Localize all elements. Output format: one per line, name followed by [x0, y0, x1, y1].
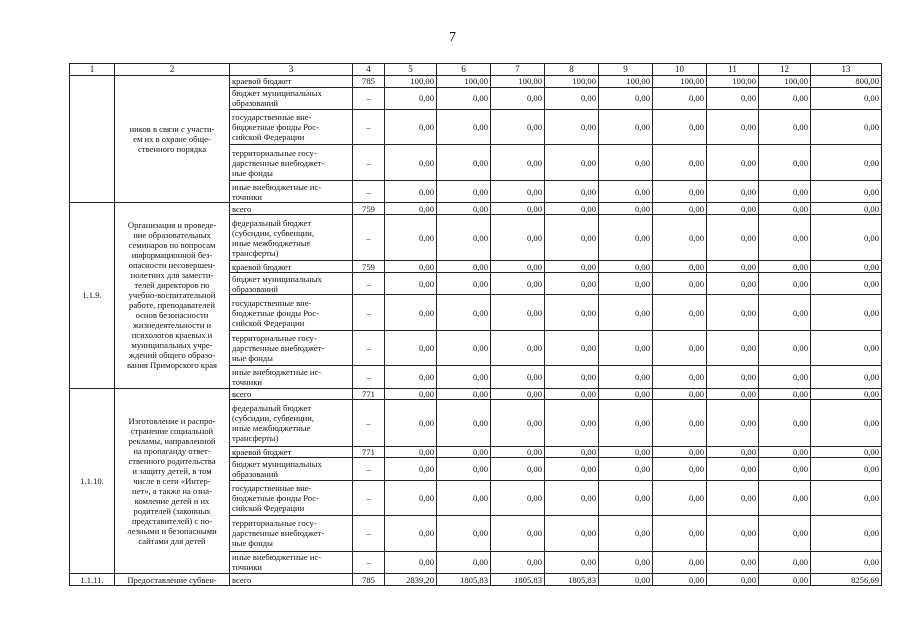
amount-cell: 0,00 [599, 330, 653, 365]
amount-cell: 0,00 [545, 110, 599, 145]
amount-cell: 0,00 [653, 87, 707, 110]
amount-cell: 0,00 [707, 180, 759, 203]
amount-cell: 0,00 [599, 110, 653, 145]
amount-cell: 0,00 [545, 145, 599, 180]
grbs-code: 759 [353, 203, 385, 215]
column-number: 10 [653, 64, 707, 76]
amount-cell: 0,00 [599, 388, 653, 400]
amount-cell: 0,00 [653, 458, 707, 481]
amount-cell: 0,00 [599, 261, 653, 273]
amount-cell: 0,00 [759, 87, 811, 110]
amount-cell: 0,00 [707, 551, 759, 574]
amount-cell: 0,00 [811, 458, 882, 481]
amount-cell: 0,00 [707, 203, 759, 215]
amount-cell: 0,00 [707, 295, 759, 330]
amount-cell: 0,00 [385, 388, 437, 400]
amount-cell: 0,00 [437, 87, 491, 110]
funding-source: краевой бюджет [230, 446, 353, 458]
table-row [70, 203, 882, 215]
amount-cell: 0,00 [545, 203, 599, 215]
amount-cell: 0,00 [707, 516, 759, 551]
amount-cell: 0,00 [759, 145, 811, 180]
amount-cell: 0,00 [707, 215, 759, 261]
amount-cell: 0,00 [707, 458, 759, 481]
amount-cell: 0,00 [599, 551, 653, 574]
amount-cell: 0,00 [759, 180, 811, 203]
amount-cell: 0,00 [491, 261, 545, 273]
grbs-code: – [353, 272, 385, 295]
column-number-row [70, 64, 882, 76]
amount-cell: 0,00 [811, 516, 882, 551]
amount-cell: 0,00 [653, 446, 707, 458]
funding-source: краевой бюджет [230, 75, 353, 87]
amount-cell: 0,00 [385, 261, 437, 273]
amount-cell: 0,00 [491, 516, 545, 551]
funding-source: государственные вне- бюджетные фонды Рос- сийской Федерации [230, 480, 353, 515]
amount-cell: 0,00 [491, 388, 545, 400]
amount-cell: 0,00 [653, 145, 707, 180]
amount-cell: 0,00 [811, 446, 882, 458]
amount-cell: 0,00 [759, 366, 811, 389]
amount-cell: 0,00 [759, 551, 811, 574]
amount-cell: 0,00 [653, 180, 707, 203]
grbs-code: – [353, 110, 385, 145]
amount-cell: 0,00 [707, 261, 759, 273]
amount-cell: 0,00 [491, 145, 545, 180]
amount-cell: 0,00 [599, 480, 653, 515]
amount-cell: 0,00 [545, 388, 599, 400]
budget-table [69, 63, 882, 586]
amount-cell: 1805,83 [491, 574, 545, 586]
amount-cell: 0,00 [759, 110, 811, 145]
funding-source: федеральный бюджет (субсидии, субвенции, иные межбюджетные трансферты) [230, 215, 353, 261]
amount-cell: 100,00 [599, 75, 653, 87]
amount-cell: 0,00 [545, 272, 599, 295]
amount-cell: 0,00 [599, 215, 653, 261]
amount-cell: 0,00 [545, 446, 599, 458]
amount-cell: 0,00 [437, 215, 491, 261]
grbs-code: – [353, 145, 385, 180]
amount-cell: 0,00 [385, 458, 437, 481]
grbs-code: 759 [353, 261, 385, 273]
amount-cell: 0,00 [653, 551, 707, 574]
amount-cell: 0,00 [437, 458, 491, 481]
item-code [70, 75, 115, 203]
amount-cell: 0,00 [653, 215, 707, 261]
amount-cell: 1805,83 [545, 574, 599, 586]
amount-cell: 100,00 [491, 75, 545, 87]
amount-cell: 0,00 [545, 87, 599, 110]
amount-cell: 2839,20 [385, 574, 437, 586]
amount-cell: 0,00 [437, 272, 491, 295]
grbs-code: 771 [353, 446, 385, 458]
funding-source: территориальные госу- дарственные внебюджет- ные фонды [230, 516, 353, 551]
column-number: 4 [353, 64, 385, 76]
amount-cell: 0,00 [385, 516, 437, 551]
amount-cell: 0,00 [653, 366, 707, 389]
amount-cell: 0,00 [385, 400, 437, 446]
amount-cell: 100,00 [437, 75, 491, 87]
amount-cell: 0,00 [811, 400, 882, 446]
amount-cell: 100,00 [385, 75, 437, 87]
grbs-code: 785 [353, 75, 385, 87]
column-number: 11 [707, 64, 759, 76]
amount-cell: 800,00 [811, 75, 882, 87]
column-number: 6 [437, 64, 491, 76]
amount-cell: 0,00 [599, 145, 653, 180]
amount-cell: 0,00 [437, 516, 491, 551]
amount-cell: 0,00 [811, 388, 882, 400]
amount-cell: 0,00 [759, 458, 811, 481]
amount-cell: 0,00 [385, 295, 437, 330]
amount-cell: 0,00 [599, 87, 653, 110]
amount-cell: 0,00 [653, 516, 707, 551]
amount-cell: 0,00 [385, 180, 437, 203]
amount-cell: 0,00 [707, 87, 759, 110]
amount-cell: 0,00 [437, 388, 491, 400]
amount-cell: 0,00 [759, 388, 811, 400]
amount-cell: 100,00 [759, 75, 811, 87]
grbs-code: – [353, 480, 385, 515]
amount-cell: 0,00 [759, 203, 811, 215]
amount-cell: 0,00 [545, 215, 599, 261]
amount-cell: 0,00 [491, 330, 545, 365]
column-number: 1 [70, 64, 115, 76]
amount-cell: 0,00 [599, 446, 653, 458]
amount-cell: 0,00 [491, 87, 545, 110]
amount-cell: 0,00 [811, 330, 882, 365]
page-number: 7 [449, 30, 456, 45]
amount-cell: 0,00 [653, 330, 707, 365]
amount-cell: 0,00 [707, 272, 759, 295]
amount-cell: 0,00 [491, 366, 545, 389]
grbs-code: – [353, 295, 385, 330]
amount-cell: 100,00 [653, 75, 707, 87]
amount-cell: 0,00 [811, 261, 882, 273]
funding-source: бюджет муниципальных образований [230, 87, 353, 110]
amount-cell: 0,00 [545, 366, 599, 389]
amount-cell: 0,00 [437, 446, 491, 458]
amount-cell: 0,00 [437, 145, 491, 180]
grbs-code: 785 [353, 574, 385, 586]
amount-cell: 0,00 [707, 110, 759, 145]
amount-cell: 0,00 [811, 366, 882, 389]
amount-cell: 0,00 [491, 110, 545, 145]
amount-cell: 0,00 [707, 574, 759, 586]
amount-cell: 0,00 [759, 330, 811, 365]
amount-cell: 0,00 [707, 388, 759, 400]
amount-cell: 0,00 [437, 480, 491, 515]
amount-cell: 0,00 [653, 400, 707, 446]
funding-source: территориальные госу- дарственные внебюджет- ные фонды [230, 330, 353, 365]
column-number: 13 [811, 64, 882, 76]
funding-source: государственные вне- бюджетные фонды Рос- сийской Федерации [230, 110, 353, 145]
column-number: 9 [599, 64, 653, 76]
item-code: 1.1.11. [70, 574, 115, 586]
amount-cell: 0,00 [491, 458, 545, 481]
amount-cell: 0,00 [811, 180, 882, 203]
amount-cell: 0,00 [599, 272, 653, 295]
amount-cell: 0,00 [491, 446, 545, 458]
amount-cell: 0,00 [545, 458, 599, 481]
grbs-code: – [353, 516, 385, 551]
grbs-code: – [353, 551, 385, 574]
grbs-code: – [353, 215, 385, 261]
table-row [70, 388, 882, 400]
amount-cell: 0,00 [437, 366, 491, 389]
amount-cell: 0,00 [707, 446, 759, 458]
amount-cell: 0,00 [707, 400, 759, 446]
column-number: 8 [545, 64, 599, 76]
amount-cell: 0,00 [385, 215, 437, 261]
grbs-code: – [353, 366, 385, 389]
funding-source: всего [230, 574, 353, 586]
amount-cell: 0,00 [653, 110, 707, 145]
amount-cell: 0,00 [599, 203, 653, 215]
funding-source: иные внебюджетные ис- точники [230, 366, 353, 389]
amount-cell: 0,00 [491, 215, 545, 261]
amount-cell: 0,00 [599, 516, 653, 551]
grbs-code: – [353, 330, 385, 365]
item-name: Предоставление субвен- [115, 574, 230, 586]
amount-cell: 0,00 [759, 295, 811, 330]
amount-cell: 0,00 [545, 551, 599, 574]
amount-cell: 0,00 [491, 480, 545, 515]
amount-cell: 0,00 [811, 295, 882, 330]
amount-cell: 0,00 [759, 480, 811, 515]
item-code: 1.1.9. [70, 203, 115, 388]
amount-cell: 0,00 [707, 480, 759, 515]
column-number: 3 [230, 64, 353, 76]
amount-cell: 0,00 [759, 400, 811, 446]
amount-cell: 0,00 [707, 330, 759, 365]
amount-cell: 0,00 [491, 180, 545, 203]
amount-cell: 0,00 [491, 551, 545, 574]
column-number: 7 [491, 64, 545, 76]
amount-cell: 0,00 [811, 551, 882, 574]
column-number: 12 [759, 64, 811, 76]
column-number: 2 [115, 64, 230, 76]
amount-cell: 0,00 [491, 272, 545, 295]
amount-cell: 100,00 [707, 75, 759, 87]
amount-cell: 0,00 [545, 516, 599, 551]
amount-cell: 0,00 [385, 480, 437, 515]
amount-cell: 0,00 [437, 203, 491, 215]
amount-cell: 0,00 [599, 400, 653, 446]
amount-cell: 0,00 [437, 330, 491, 365]
amount-cell: 0,00 [385, 330, 437, 365]
amount-cell: 0,00 [385, 87, 437, 110]
amount-cell: 0,00 [385, 446, 437, 458]
amount-cell: 0,00 [707, 145, 759, 180]
grbs-code: – [353, 400, 385, 446]
amount-cell: 0,00 [811, 87, 882, 110]
amount-cell: 0,00 [759, 261, 811, 273]
amount-cell: 0,00 [653, 261, 707, 273]
amount-cell: 0,00 [653, 480, 707, 515]
amount-cell: 0,00 [599, 180, 653, 203]
amount-cell: 8256,69 [811, 574, 882, 586]
amount-cell: 0,00 [599, 458, 653, 481]
table-row [70, 75, 882, 87]
item-code: 1.1.10. [70, 388, 115, 573]
amount-cell: 0,00 [545, 400, 599, 446]
amount-cell: 0,00 [437, 400, 491, 446]
amount-cell: 0,00 [759, 446, 811, 458]
amount-cell: 0,00 [653, 574, 707, 586]
amount-cell: 0,00 [437, 295, 491, 330]
amount-cell: 0,00 [437, 261, 491, 273]
amount-cell: 0,00 [759, 215, 811, 261]
amount-cell: 0,00 [599, 295, 653, 330]
amount-cell: 0,00 [437, 551, 491, 574]
amount-cell: 0,00 [599, 366, 653, 389]
amount-cell: 0,00 [653, 295, 707, 330]
grbs-code: – [353, 458, 385, 481]
funding-source: бюджет муниципальных образований [230, 458, 353, 481]
funding-source: бюджет муниципальных образований [230, 272, 353, 295]
amount-cell: 0,00 [385, 272, 437, 295]
amount-cell: 0,00 [759, 574, 811, 586]
amount-cell: 0,00 [545, 180, 599, 203]
amount-cell: 0,00 [385, 203, 437, 215]
amount-cell: 0,00 [491, 203, 545, 215]
amount-cell: 0,00 [385, 366, 437, 389]
amount-cell: 100,00 [545, 75, 599, 87]
funding-source: всего [230, 388, 353, 400]
amount-cell: 1805,83 [437, 574, 491, 586]
funding-source: федеральный бюджет (субсидии, субвенции, иные межбюджетные трансферты) [230, 400, 353, 446]
grbs-code: – [353, 180, 385, 203]
amount-cell: 0,00 [811, 145, 882, 180]
budget-table-container [69, 63, 879, 586]
amount-cell: 0,00 [811, 480, 882, 515]
item-name: ников в связи с участи- ем их в охране обще- ственного порядка [115, 75, 230, 203]
amount-cell: 0,00 [545, 295, 599, 330]
column-number: 5 [385, 64, 437, 76]
item-name: Организация и проведе- ние образовательных семинаров по вопросам информационной без- опасности несовершен- нолетних для замести- телей директоров по учебно-воспитательной работе, преподавателей основ безопасности жизнедеятельности и психологов краевых и муниципальных учре- ждений общего образо- вания Приморского края [115, 203, 230, 388]
funding-source: иные внебюджетные ис- точники [230, 180, 353, 203]
amount-cell: 0,00 [545, 330, 599, 365]
amount-cell: 0,00 [491, 400, 545, 446]
amount-cell: 0,00 [759, 272, 811, 295]
funding-source: государственные вне- бюджетные фонды Рос- сийской Федерации [230, 295, 353, 330]
amount-cell: 0,00 [599, 574, 653, 586]
amount-cell: 0,00 [811, 272, 882, 295]
amount-cell: 0,00 [385, 145, 437, 180]
amount-cell: 0,00 [385, 551, 437, 574]
amount-cell: 0,00 [491, 295, 545, 330]
amount-cell: 0,00 [811, 215, 882, 261]
funding-source: краевой бюджет [230, 261, 353, 273]
amount-cell: 0,00 [653, 272, 707, 295]
table-row [70, 574, 882, 586]
funding-source: всего [230, 203, 353, 215]
amount-cell: 0,00 [545, 261, 599, 273]
grbs-code: – [353, 87, 385, 110]
funding-source: территориальные госу- дарственные внебюджет- ные фонды [230, 145, 353, 180]
funding-source: иные внебюджетные ис- точники [230, 551, 353, 574]
amount-cell: 0,00 [707, 366, 759, 389]
amount-cell: 0,00 [653, 203, 707, 215]
item-name: Изготовление и распро- странение социальной рекламы, направленной на пропаганду ответ- ственного родительства и защиту детей, в том числе в сети «Интер- нет», а также на озна- комление детей и их родителей (законных представителей) с по- лезными и безопасными сайтами для детей [115, 388, 230, 573]
amount-cell: 0,00 [759, 516, 811, 551]
amount-cell: 0,00 [545, 480, 599, 515]
amount-cell: 0,00 [653, 388, 707, 400]
grbs-code: 771 [353, 388, 385, 400]
amount-cell: 0,00 [437, 110, 491, 145]
amount-cell: 0,00 [437, 180, 491, 203]
amount-cell: 0,00 [811, 203, 882, 215]
amount-cell: 0,00 [811, 110, 882, 145]
amount-cell: 0,00 [385, 110, 437, 145]
